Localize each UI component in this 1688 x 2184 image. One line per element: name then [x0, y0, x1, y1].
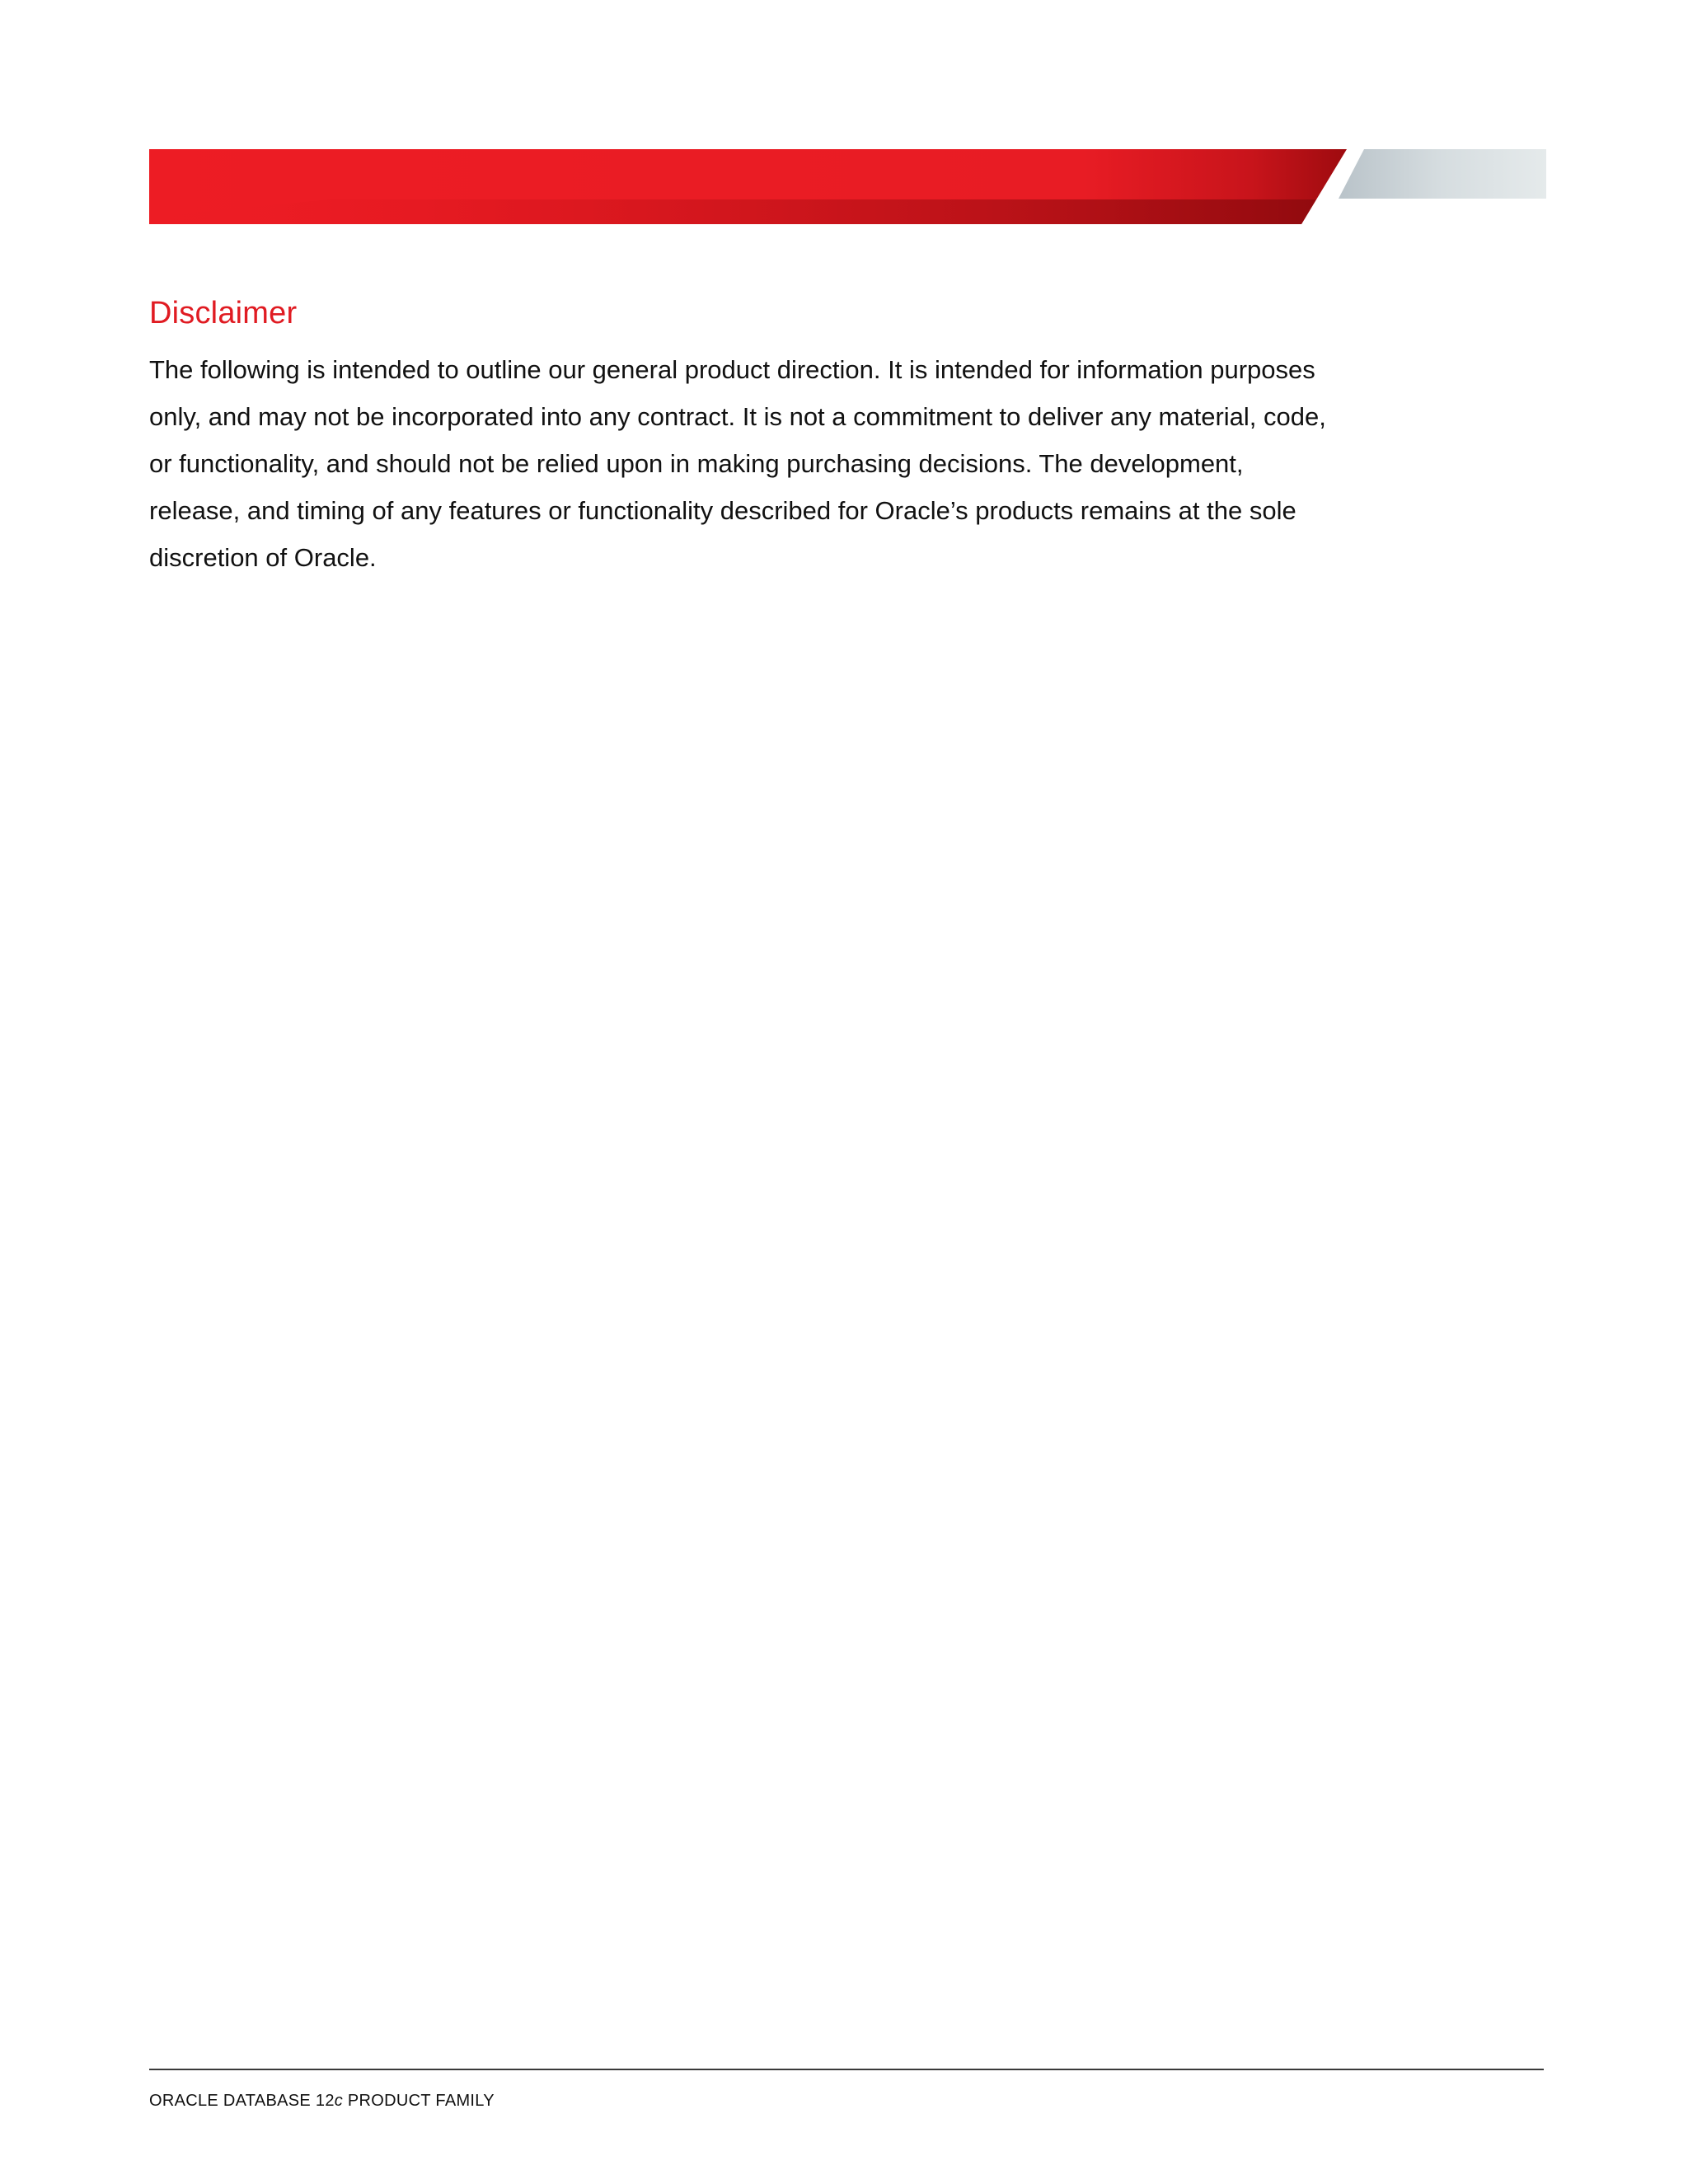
footer-product-name — [149, 2092, 495, 2111]
header-banner-graphic — [0, 0, 1688, 247]
footer-divider — [149, 2069, 1544, 2070]
disclaimer-section — [149, 288, 1336, 581]
red-band-shade — [149, 199, 1316, 224]
footer-prefix: ORACLE DATABASE 12 — [149, 2092, 335, 2110]
disclaimer-heading: Disclaimer — [149, 296, 298, 330]
gray-band — [1339, 149, 1546, 199]
footer-suffix: PRODUCT FAMILY — [343, 2092, 495, 2110]
footer-version-suffix: c — [334, 2092, 344, 2110]
disclaimer-body: The following is intended to outline our general product direction. It is intended for information purposes only, and may not be incorporated into any contract. It is not a commitment to deliver any material, code, or functionality, and should not be relied upon in making purchasing decisions. The development, release, and timing of any features or functionality described for Oracle’s products remains at the sole discretion of Oracle. — [149, 355, 1326, 572]
header-banner — [0, 0, 1688, 247]
